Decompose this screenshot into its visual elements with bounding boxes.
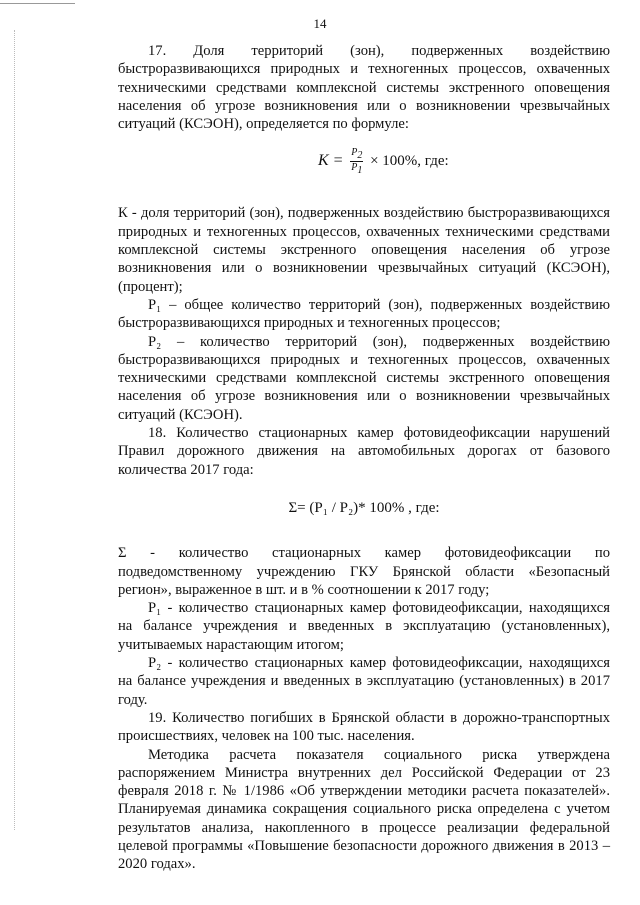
definition-cameras-p1: P₁ - количество стационарных камер фотовидеофиксации, находящихся на балансе учреждения и введенных в эксплуатацию (установленных), учитываемых нарастающим итогом;: [118, 600, 610, 653]
formula-k-rhs: × 100%, где:: [370, 153, 449, 170]
definition-p1: P₁ – общее количество территорий (зон), подверженных воздействию быстроразвивающихся природных и техногенных процессов;: [118, 296, 610, 332]
formula-k-lhs: K =: [318, 152, 344, 170]
formula-k-fraction: [350, 147, 363, 176]
section-17-intro: 17. Доля территорий (зон), подверженных воздействию быстроразвивающихся природных и техногенных процессов, охваченных техническими средствами комплексной системы экстренного оповещения населения об угрозе возникновения или о возникновении чрезвычайных ситуаций (КСЭОН), определяется по формуле:: [118, 43, 610, 133]
scan-margin-dots: [14, 30, 15, 830]
definition-p2: P₂ – количество территорий (зон), подверженных воздействию быстроразвивающихся природных и техногенных процессов, охваченных техническими средствами комплексной системы экстренного оповещения населения об угрозе возникновения или о возникновении чрезвычайных ситуаций (КСЭОН).: [118, 333, 610, 423]
formula-k-denominator: $P_1$: [351, 162, 363, 177]
section-19-method: Методика расчета показателя социального риска утверждена распоряжением Министра внутренних дел Российской Федерации от 23 февраля 2018 г. № 1/1986 «Об утверждении методики расчета показателей». Планируемая динамика сокращения социального риска определена с учетом результатов анализа, накопленного в процессе реализации федеральной целевой программы «Повышение безопасности дорожного движения в 2013 – 2020 годах».: [118, 746, 610, 873]
page-number: 14: [313, 16, 327, 31]
section-19-intro: 19. Количество погибших в Брянской области в дорожно-транспортных происшествиях, человек на 100 тыс. населения.: [118, 709, 610, 745]
formula-k-numerator: $P_2$: [351, 147, 363, 162]
document-body: [118, 42, 610, 874]
definition-sigma: Σ - количество стационарных камер фотовидеофиксации по подведомственному учреждению ГКУ Брянской области «Безопасный регион», выраженное в шт. и в % соотношении к 2017 году;: [118, 545, 610, 598]
top-rule: [0, 3, 75, 4]
section-18-intro: 18. Количество стационарных камер фотовидеофиксации нарушений Правил дорожного движения на автомобильных дорогах от базового количества 2017 года:: [118, 425, 610, 478]
formula-k: [118, 147, 610, 176]
formula-sigma: Σ= (P₁ / P₂)* 100% , где:: [288, 499, 440, 516]
definition-cameras-p2: P₂ - количество стационарных камер фотовидеофиксации, находящихся на балансе учреждения и введенных в эксплуатацию (установленных) в 2017 году.: [118, 655, 610, 708]
definition-k: К - доля территорий (зон), подверженных воздействию быстроразвивающихся природных и техногенных процессов, охваченных техническими средствами комплексной системы экстренного оповещения населения об угрозе возникновения или о возникновении чрезвычайных ситуаций (КСЭОН), (процент);: [118, 205, 610, 295]
